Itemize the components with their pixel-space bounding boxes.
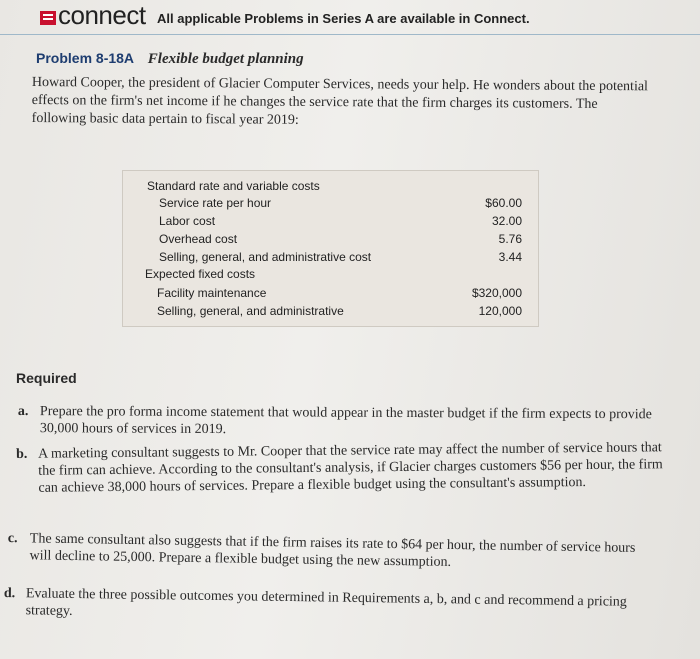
table-row bbox=[123, 267, 538, 285]
problem-title: Flexible budget planning bbox=[147, 51, 304, 67]
table-row bbox=[123, 196, 538, 214]
table-row bbox=[123, 304, 538, 322]
required-heading: Required bbox=[16, 370, 77, 386]
requirement-item bbox=[7, 530, 657, 574]
requirement-item bbox=[18, 403, 668, 440]
table-row bbox=[123, 250, 538, 268]
row-label: Overhead cost bbox=[159, 232, 238, 246]
requirement-letter: d. bbox=[3, 585, 16, 602]
requirement-text: Evaluate the three possible outcomes you determined in Requirements a, b, and c and recommend a pricing strategy. bbox=[25, 586, 627, 619]
table-row bbox=[123, 232, 538, 250]
row-value: $60.00 bbox=[485, 196, 522, 210]
table-row bbox=[123, 179, 538, 197]
data-table bbox=[122, 170, 539, 327]
problem-intro: Howard Cooper, the president of Glacier Computer Services, needs your help. He wonders about the potential effects on the firm's net income if he changes the service rate that the firm charges its customers. The following basic data pertain to fiscal year 2019: bbox=[31, 74, 649, 128]
row-value: 3.44 bbox=[498, 250, 522, 264]
row-label: Standard rate and variable costs bbox=[147, 179, 320, 193]
row-value: 5.76 bbox=[498, 232, 522, 246]
row-label: Service rate per hour bbox=[159, 196, 272, 210]
row-label: Labor cost bbox=[159, 214, 216, 228]
requirement-letter: c. bbox=[7, 530, 18, 547]
header-bar bbox=[0, 0, 700, 34]
requirement-item bbox=[4, 585, 654, 628]
requirement-text: Prepare the pro forma income statement that would appear in the master budget if the firm expects to provide 30,000 hours of services in 2019. bbox=[39, 404, 652, 438]
row-label: Facility maintenance bbox=[157, 286, 267, 300]
connect-logo-text: connect bbox=[58, 0, 146, 30]
header-divider bbox=[0, 34, 700, 35]
series-note: All applicable Problems in Series A are available in Connect. bbox=[157, 11, 530, 26]
problem-heading bbox=[36, 50, 304, 68]
row-label: Selling, general, and administrative cost bbox=[159, 250, 372, 264]
requirement-text: A marketing consultant suggests to Mr. Cooper that the service rate may affect the number of service hours that the firm can achieve. According to the consultant's analysis, if Glacier charges customers $56 per hour, the firm can achieve 38,000 hours of services. Prepare a flexible budget using the consultant's assumption. bbox=[38, 440, 663, 496]
connect-logo-icon bbox=[40, 11, 56, 25]
table-row bbox=[123, 286, 538, 304]
problem-number: Problem 8-18A bbox=[36, 50, 135, 66]
requirement-letter: a. bbox=[17, 404, 29, 420]
row-value: 32.00 bbox=[491, 214, 522, 228]
table-row bbox=[123, 214, 538, 232]
requirement-text: The same consultant also suggests that if the firm raises its rate to $64 per hour, the number of service hours will decline to 25,000. Prepare a flexible budget using the new assumption. bbox=[29, 531, 636, 570]
requirement-letter: b. bbox=[16, 446, 28, 462]
requirement-item bbox=[16, 439, 666, 497]
row-value: 120,000 bbox=[478, 304, 522, 318]
row-value: $320,000 bbox=[471, 286, 522, 300]
row-label: Expected fixed costs bbox=[145, 267, 256, 281]
row-label: Selling, general, and administrative bbox=[157, 304, 344, 318]
